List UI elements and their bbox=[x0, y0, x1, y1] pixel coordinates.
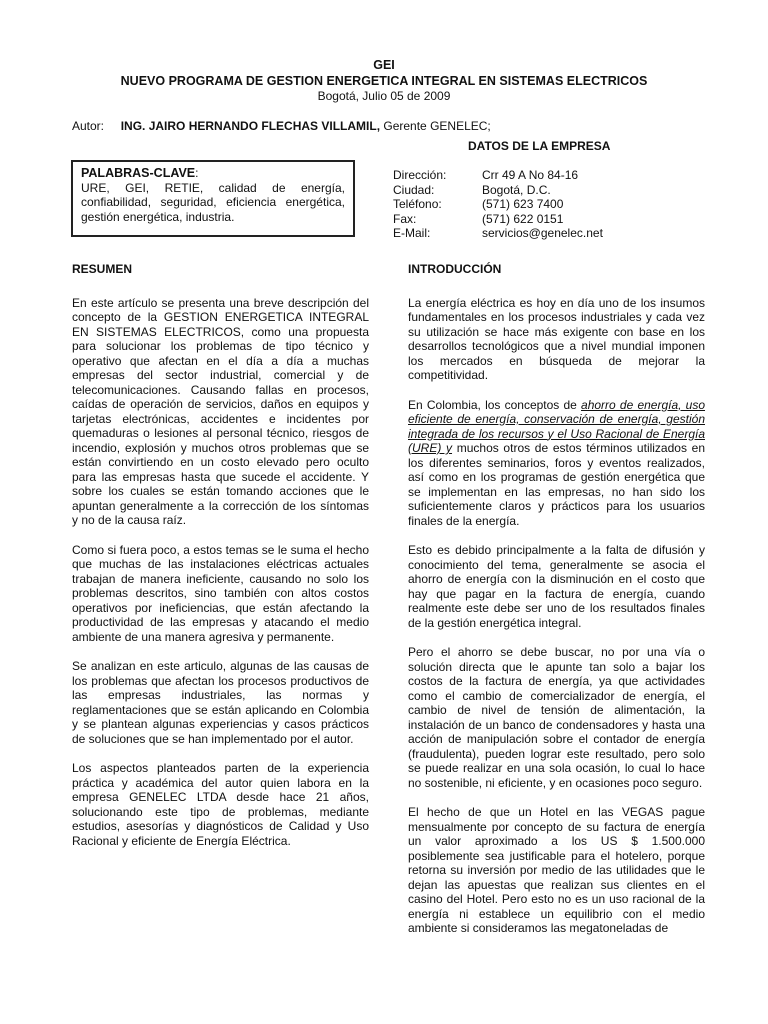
company-data bbox=[393, 168, 603, 241]
intro-paragraph bbox=[408, 398, 705, 529]
resumen-paragraph: En este artículo se presenta una breve descripción del concepto de la GESTION ENERGETICA INTEGRAL EN SISTEMAS ELECTRICOS, como una propuesta para solucionar los problemas de tipo técnico y operativo que afectan en el día a día a muchas empresas del sector industrial, comercial y de telecomunicaciones. Causando fallas en procesos, caídas de operación de servicios, daños en equipos y tarjetas electrónicas, accidentes e incidentes por quemaduras o lesiones al personal técnico, riesgos de incendio, explosión y muchos otros problemas que se están convirtiendo en un costo elevado pero oculto para las empresas hasta que sucede el accidente. Y sobre los cuales se están tomando acciones que le apuntan generalmente a la corrección de los síntomas y no de la causa raíz. bbox=[72, 295, 369, 527]
resumen-paragraph: Los aspectos planteados parten de la experiencia práctica y académica del autor quien labora en la empresa GENELEC LTDA desde hace 21 años, solucionando este tipo de problemas, mediante estudios, asesorías y diagnósticos de Calidad y Uso Racional y eficiente de Energía Eléctrica. bbox=[72, 761, 369, 848]
company-section-title: DATOS DE LA EMPRESA bbox=[468, 139, 611, 153]
resumen-paragraph: Se analizan en este articulo, algunas de las causas de los problemas que afectan los procesos productivos de las empresas industriales, las normas y reglamentaciones que se están aplicando en Colombia y se plantean algunas experiencias y casos prácticos de soluciones que se han implementado por el autor. bbox=[72, 659, 369, 746]
intro-heading: INTRODUCCIÓN bbox=[408, 262, 502, 276]
author-label: Autor: bbox=[72, 119, 105, 133]
company-row bbox=[393, 226, 603, 241]
resumen-heading: RESUMEN bbox=[72, 262, 133, 276]
company-label: E-Mail: bbox=[393, 226, 431, 240]
author-line bbox=[72, 119, 491, 134]
underlined-terms: ahorro de energía, uso eficiente de energía, conservación de energía, gestión integrada de los recursos y el Uso Racional de Energía (URE) y bbox=[408, 397, 706, 455]
intro-paragraph: El hecho de que un Hotel en las VEGAS pague mensualmente por concepto de su factura de energía un valor aproximado a los US $ 1.500.000 posiblemente sea justificable para el hotelero, porque retorna su inversión por medio de las utilidades que le dejan las apuestas que realizan sus clientes en el casino del Hotel. Pero esto no es un uso racional de la energía ni establece un equilibrio con el medio ambiente si consideramos las megatoneladas de bbox=[408, 805, 705, 935]
paper-date: Bogotá, Julio 05 de 2009 bbox=[317, 89, 451, 103]
left-column bbox=[72, 262, 369, 863]
paper-code: GEI bbox=[373, 58, 395, 72]
company-email[interactable]: servicios@genelec.net bbox=[482, 226, 603, 240]
author-name: ING. JAIRO HERNANDO FLECHAS VILLAMIL, bbox=[120, 119, 381, 133]
intro-text: En Colombia, los conceptos de bbox=[408, 397, 582, 412]
keywords-text: URE, GEI, RETIE, calidad de energía, confiabilidad, seguridad, eficiencia energética, gestión energética, industria. bbox=[81, 180, 345, 224]
intro-paragraph: Pero el ahorro se debe buscar, no por una vía o solución directa que le apunte tan solo a bajar los costos de la factura de energía, ya que actividades como el cambio de comercializador de energía, el cambio de nivel de tensión de alimentación, la instalación de un banco de condensadores y hasta una acción de manipulación sobre el contador de energía (fraudulenta), pueden lograr este resultado, pero solo se puede realizar en una sola ocasión, lo cual lo hace no sostenible, ni eficiente, y en ocasiones poco seguro. bbox=[408, 645, 705, 790]
right-column bbox=[408, 262, 705, 951]
intro-text: muchos otros de estos términos utilizados en los diferentes seminarios, foros y eventos realizados, así como en los programas de gestión energética que se implementan en las empresas, no han sido los suficientemente claros y prácticos para los usuarios finales de la energía. bbox=[408, 441, 705, 528]
company-row bbox=[393, 197, 603, 212]
intro-paragraph: La energía eléctrica es hoy en día uno de los insumos fundamentales en los procesos industriales y cada vez su utilización se hace más exigente con base en los desarrollos tecnológicos que a nivel mundial imponen los mercados en búsqueda de mejorar la competitividad. bbox=[408, 295, 705, 382]
company-value: Crr 49 A No 84-16 bbox=[482, 168, 579, 182]
company-value: (571) 623 7400 bbox=[482, 197, 564, 211]
intro-paragraph: Esto es debido principalmente a la falta de difusión y conocimiento del tema, generalmente se asocia el ahorro de energía con la disminución en el costo que hay que pagar en la factura de energía, cuando realmente este debe ser uno de los resultados finales de la gestión energética integral. bbox=[408, 543, 705, 630]
company-value: Bogotá, D.C. bbox=[482, 182, 551, 197]
company-label: Ciudad: bbox=[393, 182, 435, 197]
company-row bbox=[393, 212, 603, 227]
company-label: Teléfono: bbox=[393, 197, 442, 211]
resumen-paragraph: Como si fuera poco, a estos temas se le suma el hecho que muchas de las instalaciones eléctricas actuales trabajan de manera ineficiente, causando no solo los problemas descritos, sino también con altos costos operativos por ineficiencias, que están afectando la productividad de las empresas y atacando el medio ambiente de una manera agresiva y permanente. bbox=[72, 542, 369, 644]
paper-title: NUEVO PROGRAMA DE GESTION ENERGETICA INTEGRAL EN SISTEMAS ELECTRICOS bbox=[120, 74, 648, 88]
company-value: (571) 622 0151 bbox=[482, 211, 564, 226]
company-row bbox=[393, 168, 603, 183]
company-label: Fax: bbox=[393, 211, 417, 226]
keywords-title: PALABRAS-CLAVE bbox=[81, 166, 196, 180]
keywords-box: PALABRAS-CLAVE: URE, GEI, RETIE, calidad de energía, confiabilidad, seguridad, eficiencia energética, gestión energética, industria. bbox=[71, 160, 355, 237]
company-label: Dirección: bbox=[393, 168, 447, 182]
company-row bbox=[393, 183, 603, 198]
author-role: Gerente GENELEC; bbox=[383, 119, 491, 133]
